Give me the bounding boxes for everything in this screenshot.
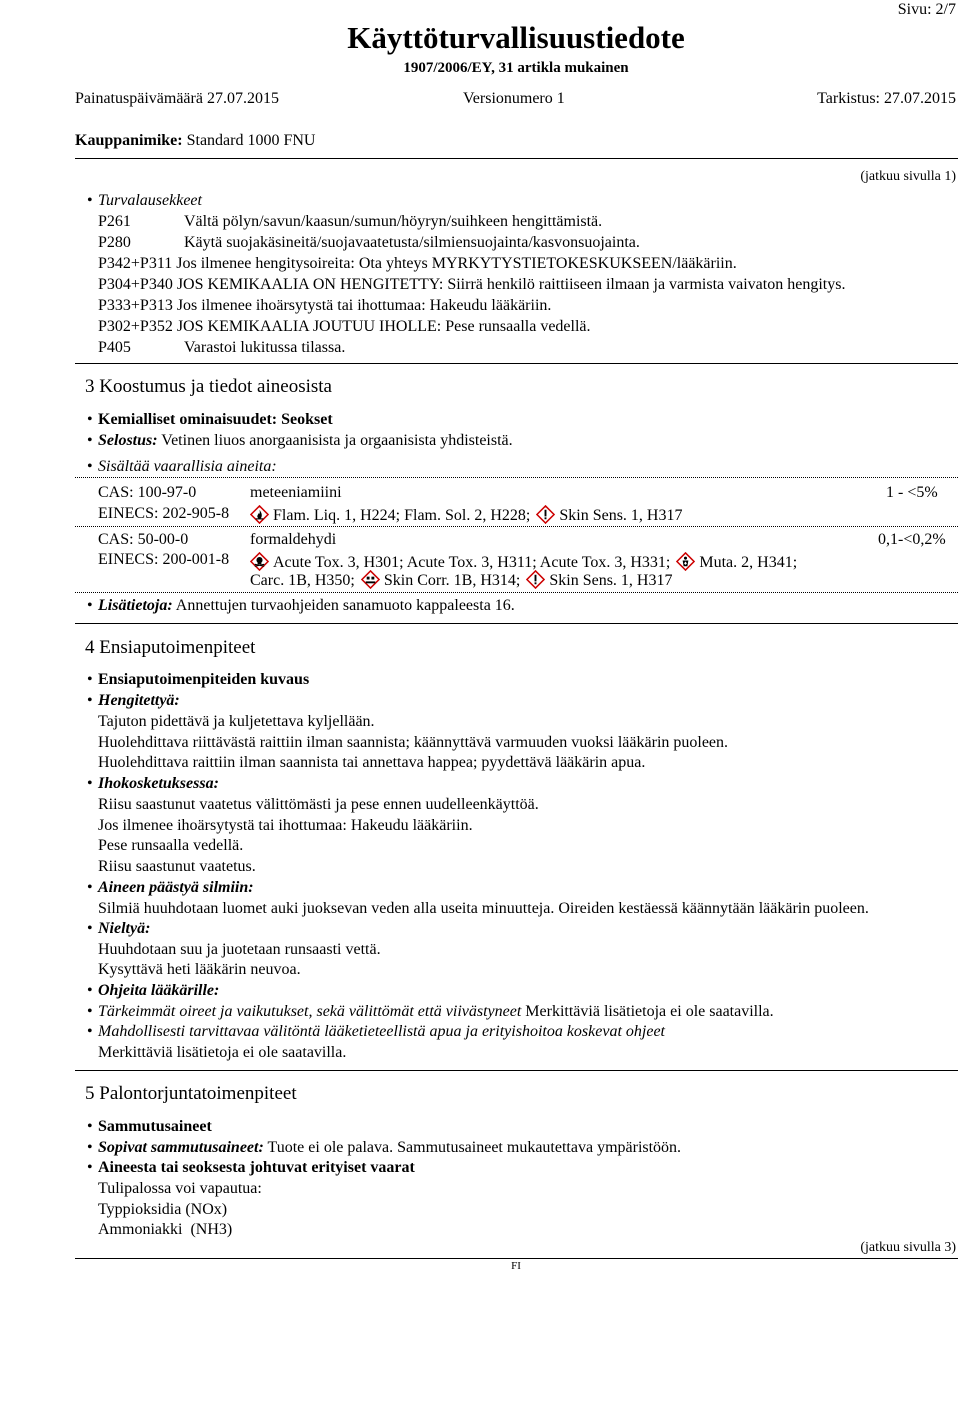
eye-line: Silmiä huuhdotaan luomet auki juoksevan veden alla useita minuutteja. Oireiden kestäessä käännytään lääkärin puoleen.	[98, 900, 869, 917]
exclamation-icon	[526, 570, 545, 589]
hazard-classes	[250, 505, 682, 525]
revision-date: Tarkistus: 27.07.2015	[817, 90, 956, 107]
hazard-text: Flam. Liq. 1, H224; Flam. Sol. 2, H228;	[273, 507, 531, 524]
concentration: 0,1-<0,2%	[878, 531, 946, 548]
inhalation-line: Tajuton pidettävä ja kuljetettava kyljellään.	[98, 713, 375, 730]
hazard-text: Acute Tox. 3, H301; Acute Tox. 3, H311; Acute Tox. 3, H331;	[273, 554, 671, 571]
section-rule	[75, 363, 958, 364]
inhalation-line: Huolehdittava riittävästä raittiin ilman saannista; käännyttävä varmuuden vuoksi lääkärin puoleen.	[98, 734, 729, 751]
precaution-code: P342+P311	[98, 255, 173, 272]
flame-icon	[250, 505, 269, 524]
hazard-text: Muta. 2, H341;	[699, 554, 798, 571]
symptoms-label: Tärkeimmät oireet ja vaikutukset, sekä välittömät että viivästyneet	[98, 1003, 522, 1020]
section-5-title: 5 Palontorjuntatoimenpiteet	[85, 1083, 297, 1104]
hazard-text: Skin Sens. 1, H317	[559, 507, 683, 524]
precaution-code: P405	[98, 339, 131, 356]
treatment-label: • Mahdollisesti tarvittavaa välitöntä lääketieteellistä apua ja erityishoitoa koskevat ohjeet	[98, 1022, 665, 1041]
extinguishing-media: • Sammutusaineet	[98, 1117, 212, 1136]
precaution-text: Jos ilmenee hengitysoireita: Ota yhteys MYRKYTYSTIETOKESKUKSEEN/lääkäriin.	[176, 255, 737, 272]
precaution-code: P304+P340	[98, 276, 173, 293]
description-label: Selostus:	[98, 432, 158, 449]
precaution-code: P280	[98, 234, 131, 251]
footer-rule	[75, 1258, 958, 1259]
skin-line: Pese runsaalla vedellä.	[98, 837, 244, 854]
additional-info	[98, 596, 515, 615]
table-top-rule	[75, 477, 958, 478]
precaution-code: P261	[98, 213, 131, 230]
precaution-text: Jos ilmenee ihoärsytystä tai ihottumaa: Hakeudu lääkäriin.	[176, 297, 552, 314]
precaution-item	[98, 338, 345, 357]
exclamation-icon	[536, 505, 555, 524]
document-title: Käyttöturvallisuustiedote	[347, 20, 685, 55]
doctor-notes-label: • Ohjeita lääkärille:	[98, 981, 219, 1000]
trade-name-label: Kauppanimike:	[75, 132, 183, 149]
substance-name: meteeniamiini	[250, 484, 342, 501]
ingestion-label: • Nieltyä:	[98, 919, 150, 938]
chemical-properties: • Kemialliset ominaisuudet: Seokset	[98, 410, 333, 429]
symptoms	[98, 1002, 774, 1021]
section-rule	[75, 623, 958, 624]
eye-contact-label: • Aineen päästyä silmiin:	[98, 878, 254, 897]
substance-name: formaldehydi	[250, 531, 337, 548]
precaution-item	[98, 275, 845, 294]
header-rule	[75, 158, 958, 159]
treatment-text: Merkittäviä lisätietoja ei ole saatavilla.	[98, 1044, 347, 1061]
skull-icon	[250, 552, 269, 571]
suitable-media	[98, 1138, 681, 1157]
skin-line: Jos ilmenee ihoärsytystä tai ihottumaa: Hakeudu lääkäriin.	[98, 817, 473, 834]
precaution-text: Varastoi lukitussa tilassa.	[184, 339, 346, 356]
suitable-media-label: Sopivat sammutusaineet:	[98, 1139, 264, 1156]
document-subtitle: 1907/2006/EY, 31 artikla mukainen	[403, 60, 629, 76]
description-text: Vetinen liuos anorgaanisista ja orgaanisista yhdisteistä.	[161, 432, 513, 449]
precautions-heading: • Turvalausekkeet	[98, 191, 202, 210]
ingestion-line: Kysyttävä heti lääkärin neuvoa.	[98, 961, 301, 978]
continued-from: (jatkuu sivulla 1)	[860, 169, 956, 184]
symptoms-text: Merkittäviä lisätietoja ei ole saatavilla.	[525, 1003, 774, 1020]
special-hazard-line: Typpioksidia (NOx)	[98, 1201, 228, 1218]
concentration: 1 - <5%	[886, 484, 938, 501]
row-rule	[75, 526, 958, 527]
einecs-number: EINECS: 202-905-8	[98, 505, 230, 522]
hazardous-substances-label: • Sisältää vaarallisia aineita:	[98, 457, 277, 476]
language-code: FI	[511, 1260, 521, 1272]
hazard-text: Carc. 1B, H350;	[250, 572, 355, 589]
precaution-text: Käytä suojakäsineitä/suojavaatetusta/silmiensuojainta/kasvonsuojainta.	[184, 234, 640, 251]
skin-line: Riisu saastunut vaatetus.	[98, 858, 256, 875]
precaution-text: JOS KEMIKAALIA JOUTUU IHOLLE: Pese runsaalla vedellä.	[176, 318, 591, 335]
first-aid-description: • Ensiaputoimenpiteiden kuvaus	[98, 670, 309, 689]
additional-info-text: Annettujen turvaohjeiden sanamuoto kappaleesta 16.	[175, 597, 515, 614]
hazard-classes-continued	[250, 570, 672, 590]
precaution-text: Vältä pölyn/savun/kaasun/sumun/höyryn/suihkeen hengittämistä.	[184, 213, 603, 230]
skin-contact-label: • Ihokosketuksessa:	[98, 774, 219, 793]
precaution-item	[98, 233, 640, 252]
precaution-item	[98, 296, 551, 315]
description	[98, 431, 513, 450]
skin-line: Riisu saastunut vaatetus välittömästi ja pese ennen uudelleenkäyttöä.	[98, 796, 539, 813]
trade-name	[75, 131, 315, 150]
table-bottom-rule	[75, 592, 958, 593]
trade-name-value: Standard 1000 FNU	[186, 132, 316, 149]
continued-on: (jatkuu sivulla 3)	[860, 1240, 956, 1255]
special-hazards-label: • Aineesta tai seoksesta johtuvat erityiset vaarat	[98, 1158, 415, 1177]
suitable-media-text: Tuote ei ole palava. Sammutusaineet mukautettava ympäristöön.	[267, 1139, 682, 1156]
corrosion-icon	[361, 570, 380, 589]
hazard-text: Skin Sens. 1, H317	[549, 572, 673, 589]
section-4-title: 4 Ensiaputoimenpiteet	[85, 637, 256, 658]
einecs-number: EINECS: 200-001-8	[98, 551, 230, 568]
precaution-item	[98, 254, 737, 273]
precaution-item	[98, 317, 591, 336]
additional-info-label: Lisätietoja:	[98, 597, 173, 614]
hazard-classes	[250, 552, 797, 572]
inhalation-line: Huolehdittava raittiin ilman saannista tai annettava happea; pyydettävä lääkärin apua.	[98, 754, 646, 771]
cas-number: CAS: 50-00-0	[98, 531, 189, 548]
version-number: Versionumero 1	[463, 90, 565, 107]
health-hazard-icon	[676, 552, 695, 571]
ingestion-line: Huuhdotaan suu ja juotetaan runsaasti vettä.	[98, 941, 381, 958]
inhalation-label: • Hengitettyä:	[98, 691, 180, 710]
precaution-text: JOS KEMIKAALIA ON HENGITETTY: Siirrä henkilö raittiiseen ilmaan ja varmista vaivaton hengitys.	[176, 276, 846, 293]
special-hazard-line: Ammoniakki (NH3)	[98, 1221, 233, 1238]
section-rule	[75, 1070, 958, 1071]
print-date: Painatuspäivämäärä 27.07.2015	[75, 90, 279, 107]
precaution-code: P302+P352	[98, 318, 173, 335]
cas-number: CAS: 100-97-0	[98, 484, 197, 501]
special-hazard-line: Tulipalossa voi vapautua:	[98, 1180, 262, 1197]
page-number: Sivu: 2/7	[897, 1, 956, 18]
precaution-code: P333+P313	[98, 297, 173, 314]
hazard-text: Skin Corr. 1B, H314;	[383, 572, 521, 589]
section-3-title: 3 Koostumus ja tiedot aineosista	[85, 376, 332, 397]
precaution-item	[98, 212, 602, 231]
